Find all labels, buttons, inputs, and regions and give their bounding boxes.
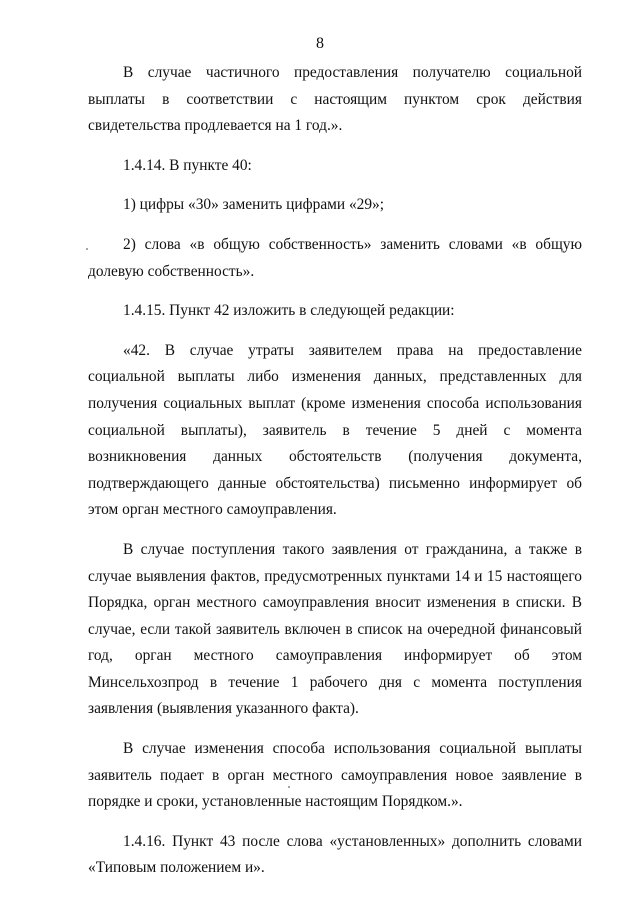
page-number: 8 xyxy=(316,35,324,52)
paragraph-application-received: В случае поступления такого заявления от гражданина, а также в случае выявления фактов, предусмотренных пунктами 14 и 15 настоящего Порядка, орган местного самоуправления вносит изменения в списки. В случае, если такой заявитель включен в список на очередной финансовый год, орган местного самоуправления информирует об этом Минсельхозпрод в течение 1 рабочего дня с момента поступления заявления (выявления указанного факта). xyxy=(88,540,582,718)
paragraph-1-4-16: 1.4.16. Пункт 43 после слова «установленных» дополнить словами «Типовым положением и». xyxy=(88,832,582,877)
scan-speck xyxy=(86,248,88,250)
paragraph-item-1-digits: 1) цифры «30» заменить цифрами «29»; xyxy=(123,196,385,214)
paragraph-point-42: «42. В случае утраты заявителем права на предоставление социальной выплаты либо изменения данных, представленных для получения социальных выплат (кроме изменения способа использования социальной выплаты), заявитель в течение 5 дней с момента возникновения данных обстоятельств (получения документа, подтверждающего данные обстоятельства) письменно информирует об этом орган местного самоуправления. xyxy=(88,341,582,519)
paragraph-1-4-15: 1.4.15. Пункт 42 изложить в следующей редакции: xyxy=(123,302,455,320)
document-body xyxy=(88,60,582,895)
scan-speck xyxy=(288,786,290,788)
paragraph-1-4-14: 1.4.14. В пункте 40: xyxy=(123,156,252,174)
paragraph-item-2-words: 2) слова «в общую собственность» заменить словами «в общую долевую собственность». xyxy=(88,235,582,280)
paragraph-method-change: В случае изменения способа использования социальной выплаты заявитель подает в орган местного самоуправления новое заявление в порядке и сроки, установленные настоящим Порядком.». xyxy=(88,740,582,811)
paragraph-partial-payment: В случае частичного предоставления получателю социальной выплаты в соответствии с настоящим пунктом срок действия свидетельства продлевается на 1 год.». xyxy=(88,64,582,135)
